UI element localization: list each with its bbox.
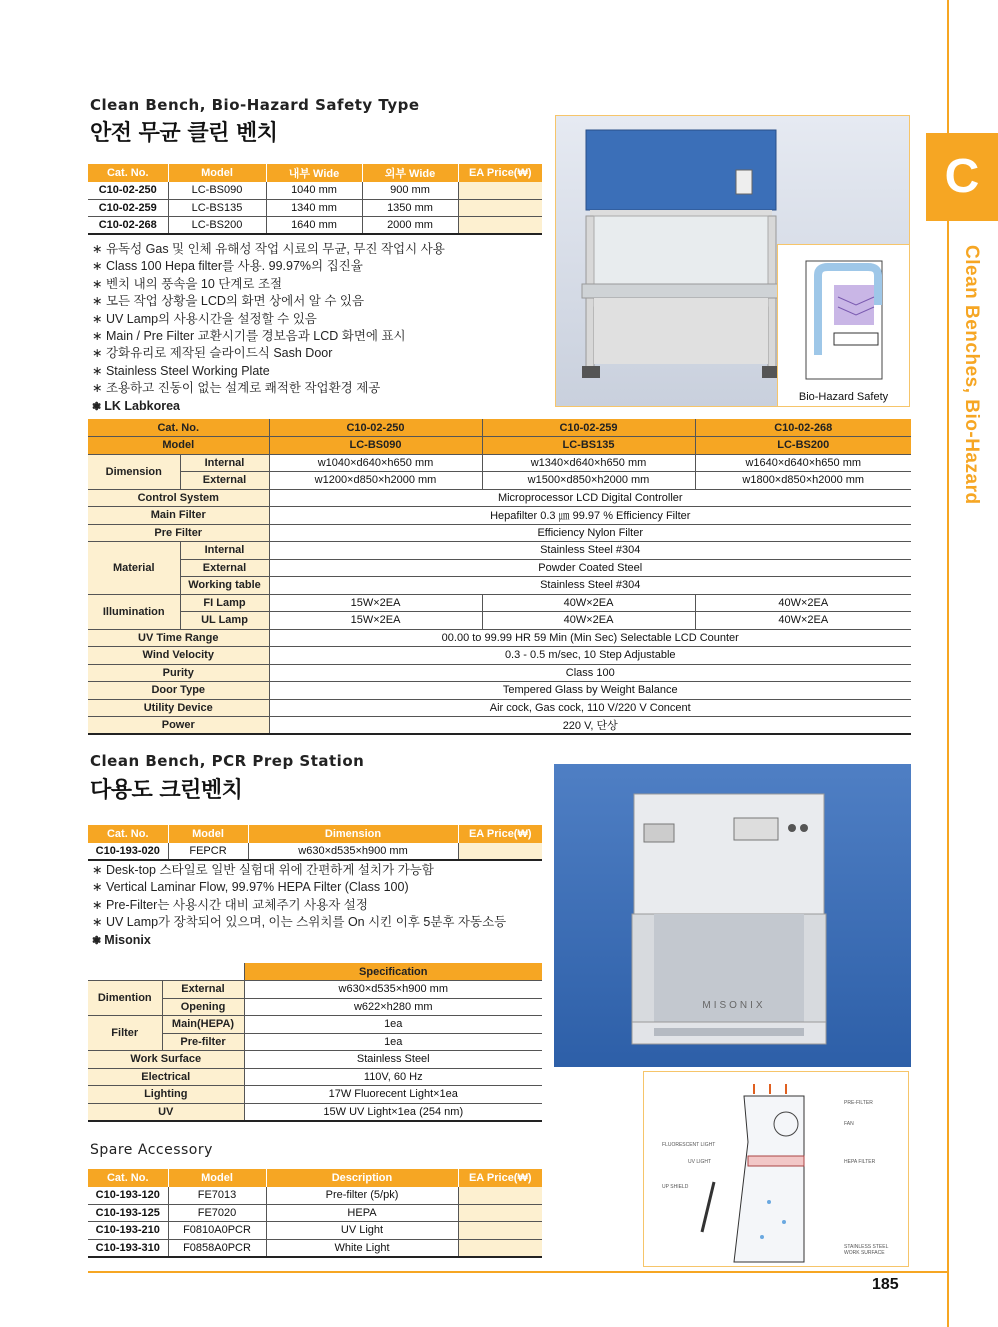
row-label: Utility Device: [88, 699, 269, 717]
brand-label: ❃ Misonix: [92, 932, 552, 950]
footer-rule: [88, 1271, 947, 1273]
description: UV Light: [266, 1222, 458, 1240]
section-tab: C: [926, 133, 998, 221]
outer-wide: 2000 mm: [362, 217, 458, 235]
row-sublabel: Internal: [180, 542, 269, 560]
col-inner-wide: 내부 Wide: [266, 164, 362, 182]
spec-value: 40W×2EA: [695, 612, 911, 630]
spec-value: w1800×d850×h2000 mm: [695, 472, 911, 490]
section2-price-table: [88, 825, 542, 861]
price: [458, 843, 542, 861]
col-cat-no: Cat. No.: [88, 1169, 168, 1187]
row-label: Wind Velocity: [88, 647, 269, 665]
row-label: Electrical: [88, 1068, 244, 1086]
spec-value: 1ea: [244, 1033, 542, 1051]
col-description: Description: [266, 1169, 458, 1187]
row-label: Work Surface: [88, 1051, 244, 1069]
spec-value: w1640×d640×h650 mm: [695, 454, 911, 472]
list-item: ∗ Main / Pre Filter 교환시기를 경보음과 LCD 화면에 표시: [92, 328, 552, 345]
table-row: [88, 1187, 542, 1205]
diagram-label: FLUORESCENT LIGHT: [662, 1142, 716, 1148]
model: FEPCR: [168, 843, 248, 861]
row-label: Pre Filter: [88, 524, 269, 542]
table-row: [88, 217, 542, 235]
spec-value: Stainless Steel #304: [269, 542, 911, 560]
price: [458, 182, 542, 200]
list-item: ∗ 벤치 내의 풍속을 10 단계로 조절: [92, 276, 552, 293]
table-row: [88, 199, 542, 217]
model: F0858A0PCR: [168, 1239, 266, 1257]
spec-value: Class 100: [269, 664, 911, 682]
pcr-station-illustration: [554, 764, 911, 1067]
spare-table: [88, 1169, 542, 1258]
inner-wide: 1640 mm: [266, 217, 362, 235]
table-row: [88, 1204, 542, 1222]
spec-value: 00.00 to 99.99 HR 59 Min (Min Sec) Selectable LCD Counter: [269, 629, 911, 647]
spec-cat-no: C10-02-259: [482, 419, 695, 437]
section2-title-ko: 다용도 크린벤치: [90, 778, 243, 803]
spec-cat-no: C10-02-250: [269, 419, 482, 437]
section2-title-en: Clean Bench, PCR Prep Station: [90, 752, 365, 770]
spec-value: 0.3 - 0.5 m/sec, 10 Step Adjustable: [269, 647, 911, 665]
list-item: ∗ Class 100 Hepa filter를 사용. 99.97%의 집진율: [92, 258, 552, 275]
airflow-diagram-inset: [777, 244, 910, 407]
table-row: [88, 843, 542, 861]
cat-no: C10-02-250: [88, 182, 168, 200]
row-label: UV: [88, 1103, 244, 1121]
section1-feature-list: [92, 241, 552, 416]
spec-value: 40W×2EA: [482, 594, 695, 612]
table-row: [88, 1239, 542, 1257]
section2-spec-table: [88, 963, 542, 1122]
section1-title-ko: 안전 무균 클린 벤치: [90, 121, 278, 146]
row-sublabel: Working table: [180, 577, 269, 595]
list-item: ∗ UV Lamp의 사용시간을 설정할 수 있음: [92, 311, 552, 328]
col-outer-wide: 외부 Wide: [362, 164, 458, 182]
spec-value: Stainless Steel #304: [269, 577, 911, 595]
row-sublabel: Pre-filter: [162, 1033, 244, 1051]
description: White Light: [266, 1239, 458, 1257]
pcr-airflow-diagram: [643, 1071, 909, 1267]
col-dimension: Dimension: [248, 825, 458, 843]
inner-wide: 1340 mm: [266, 199, 362, 217]
spec-value: 110V, 60 Hz: [244, 1068, 542, 1086]
brand-label: ❃ LK Labkorea: [92, 398, 552, 416]
spec-blank-header: [88, 963, 244, 981]
spec-model: LC-BS090: [269, 437, 482, 455]
row-label: Power: [88, 717, 269, 735]
row-sublabel: Internal: [180, 454, 269, 472]
row-label: Dimension: [88, 454, 180, 489]
row-sublabel: Opening: [162, 998, 244, 1016]
spec-value: Tempered Glass by Weight Balance: [269, 682, 911, 700]
page-number: 185: [872, 1276, 899, 1293]
row-sublabel: FI Lamp: [180, 594, 269, 612]
outer-wide: 900 mm: [362, 182, 458, 200]
cat-no: C10-02-268: [88, 217, 168, 235]
price: [458, 1222, 542, 1240]
row-label: UV Time Range: [88, 629, 269, 647]
col-model: Model: [168, 1169, 266, 1187]
spec-model-label: Model: [88, 437, 269, 455]
spec-value: w1340×d640×h650 mm: [482, 454, 695, 472]
spec-value: Stainless Steel: [244, 1051, 542, 1069]
diagram-label: PRE-FILTER: [844, 1100, 873, 1106]
col-model: Model: [168, 825, 248, 843]
col-model: Model: [168, 164, 266, 182]
inner-wide: 1040 mm: [266, 182, 362, 200]
spec-cat-label: Cat. No.: [88, 419, 269, 437]
spec-value: w1500×d850×h2000 mm: [482, 472, 695, 490]
spec-value: 1ea: [244, 1016, 542, 1034]
list-item: ∗ Vertical Laminar Flow, 99.97% HEPA Filter (Class 100): [92, 879, 552, 896]
row-label: Main Filter: [88, 507, 269, 525]
spec-value: 15W UV Light×1ea (254 nm): [244, 1103, 542, 1121]
spec-model: LC-BS135: [482, 437, 695, 455]
spec-value: 15W×2EA: [269, 594, 482, 612]
list-item: ∗ UV Lamp가 장착되어 있으며, 이는 스위치를 On 시킨 이후 5분후 자동소등: [92, 914, 552, 931]
spec-value: Microprocessor LCD Digital Controller: [269, 489, 911, 507]
row-label: Control System: [88, 489, 269, 507]
row-sublabel: Main(HEPA): [162, 1016, 244, 1034]
price: [458, 199, 542, 217]
cat-no: C10-193-120: [88, 1187, 168, 1205]
list-item: ∗ Desk-top 스타일로 일반 실험대 위에 간편하게 설치가 가능함: [92, 862, 552, 879]
table-row: [88, 1222, 542, 1240]
spec-value: 220 V, 단상: [269, 717, 911, 735]
price: [458, 1204, 542, 1222]
list-item: ∗ 강화유리로 제작된 슬라이드식 Sash Door: [92, 345, 552, 362]
spec-value: Hepafilter 0.3 ㎛ 99.97 % Efficiency Filter: [269, 507, 911, 525]
spec-value: 40W×2EA: [695, 594, 911, 612]
col-cat-no: Cat. No.: [88, 825, 168, 843]
spec-cat-no: C10-02-268: [695, 419, 911, 437]
section1-spec-table: [88, 419, 911, 735]
list-item: ∗ 모든 작업 상황을 LCD의 화면 상에서 알 수 있음: [92, 293, 552, 310]
description: HEPA: [266, 1204, 458, 1222]
spec-value: w630×d535×h900 mm: [244, 981, 542, 999]
model: FE7020: [168, 1204, 266, 1222]
spec-value: 17W Fluorecent Light×1ea: [244, 1086, 542, 1104]
table-row: [88, 182, 542, 200]
section1-title-en: Clean Bench, Bio-Hazard Safety Type: [90, 96, 420, 114]
row-sublabel: External: [180, 472, 269, 490]
spec-value: Powder Coated Steel: [269, 559, 911, 577]
spare-title: Spare Accessory: [90, 1142, 213, 1158]
model: LC-BS200: [168, 217, 266, 235]
row-label: Purity: [88, 664, 269, 682]
diagram-label: UV LIGHT: [688, 1159, 712, 1165]
cat-no: C10-193-210: [88, 1222, 168, 1240]
list-item: ∗ 유독성 Gas 및 인체 유해성 작업 시료의 무균, 무진 작업시 사용: [92, 241, 552, 258]
dimension: w630×d535×h900 mm: [248, 843, 458, 861]
spec-value: w1200×d850×h2000 mm: [269, 472, 482, 490]
row-label: Filter: [88, 1016, 162, 1051]
section2-feature-list: [92, 862, 552, 950]
model: LC-BS135: [168, 199, 266, 217]
spec-model: LC-BS200: [695, 437, 911, 455]
col-cat-no: Cat. No.: [88, 164, 168, 182]
airflow-diagram: [778, 245, 909, 385]
spec-header: Specification: [244, 963, 542, 981]
cat-no: C10-193-020: [88, 843, 168, 861]
spec-value: Air cock, Gas cock, 110 V/220 V Concent: [269, 699, 911, 717]
outer-wide: 1350 mm: [362, 199, 458, 217]
diagram-label: FAN: [844, 1121, 854, 1127]
product-photo-pcr: [554, 764, 911, 1067]
row-label: Material: [88, 542, 180, 595]
diagram-label: STAINLESS STEEL WORK SURFACE: [844, 1244, 889, 1256]
row-label: Dimention: [88, 981, 162, 1016]
description: Pre-filter (5/pk): [266, 1187, 458, 1205]
row-label: Illumination: [88, 594, 180, 629]
spec-value: w622×h280 mm: [244, 998, 542, 1016]
list-item: ∗ Stainless Steel Working Plate: [92, 363, 552, 380]
col-price: EA Price(₩): [458, 1169, 542, 1187]
section-side-label: Clean Benches, Bio-Hazard: [961, 245, 982, 505]
spec-value: Efficiency Nylon Filter: [269, 524, 911, 542]
model: LC-BS090: [168, 182, 266, 200]
image-caption: Bio-Hazard Safety: [798, 391, 889, 403]
spec-value: w1040×d640×h650 mm: [269, 454, 482, 472]
list-item: ∗ 조용하고 진동이 없는 설계로 쾌적한 작업환경 제공: [92, 380, 552, 397]
row-label: Door Type: [88, 682, 269, 700]
row-sublabel: UL Lamp: [180, 612, 269, 630]
cat-no: C10-193-310: [88, 1239, 168, 1257]
product-logo: MISONIX: [702, 1000, 766, 1011]
price: [458, 1187, 542, 1205]
row-label: Lighting: [88, 1086, 244, 1104]
spec-value: 40W×2EA: [482, 612, 695, 630]
price: [458, 1239, 542, 1257]
diagram-label: UP SHIELD: [662, 1184, 689, 1190]
model: F0810A0PCR: [168, 1222, 266, 1240]
row-sublabel: External: [162, 981, 244, 999]
model: FE7013: [168, 1187, 266, 1205]
section1-price-table: [88, 164, 542, 235]
cat-no: C10-02-259: [88, 199, 168, 217]
list-item: ∗ Pre-Filter는 사용시간 대비 교체주기 사용자 설정: [92, 897, 552, 914]
spec-value: 15W×2EA: [269, 612, 482, 630]
col-price: EA Price(₩): [458, 825, 542, 843]
row-sublabel: External: [180, 559, 269, 577]
cat-no: C10-193-125: [88, 1204, 168, 1222]
price: [458, 217, 542, 235]
diagram-label: HEPA FILTER: [844, 1159, 876, 1165]
col-price: EA Price(₩): [458, 164, 542, 182]
